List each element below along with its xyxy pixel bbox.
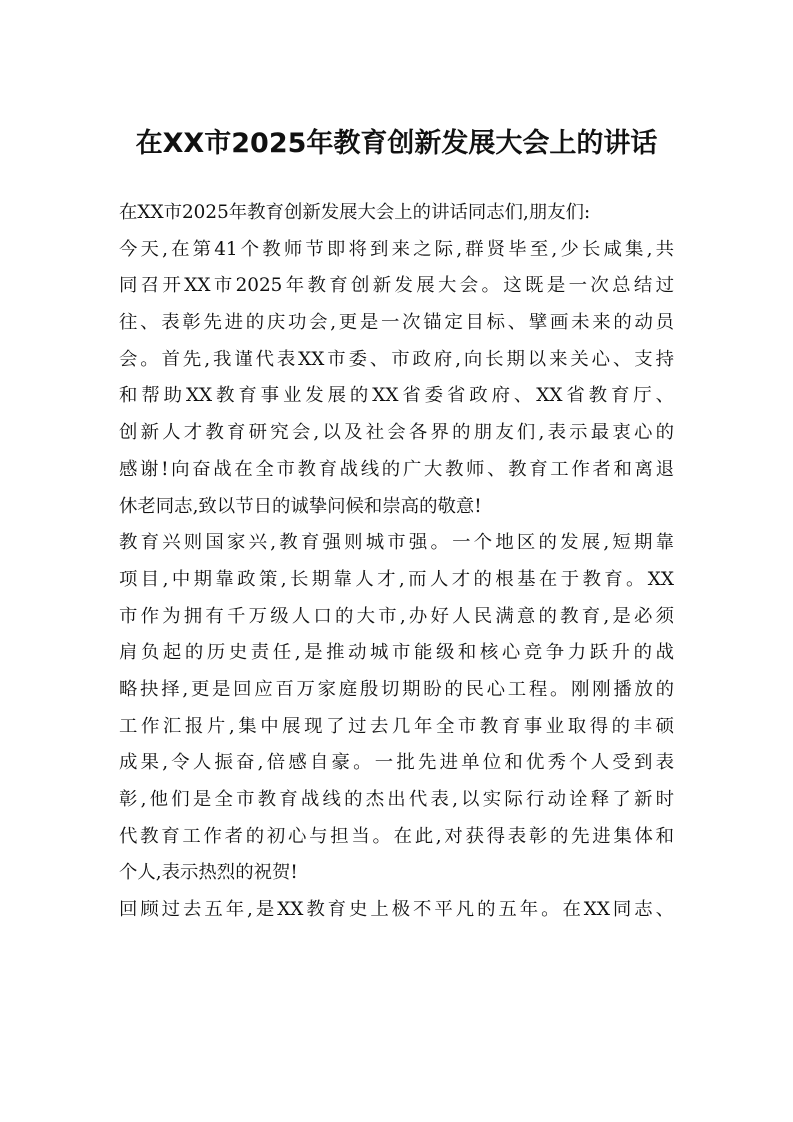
paragraph-line: 项目,中期靠政策,长期靠人才,而人才的根基在于教育。XX bbox=[119, 568, 674, 590]
paragraph-line: 肩负起的历史责任,是推动城市能级和核心竞争力跃升的战 bbox=[119, 642, 674, 664]
paragraph-line: 教育兴则国家兴,教育强则城市强。一个地区的发展,短期靠 bbox=[119, 532, 674, 554]
paragraph-line: 个人,表示热烈的祝贺! bbox=[119, 862, 298, 884]
paragraph-line: 略抉择,更是回应百万家庭殷切期盼的民心工程。刚刚播放的 bbox=[119, 678, 674, 700]
paragraph-line: 工作汇报片,集中展现了过去几年全市教育事业取得的丰硕 bbox=[119, 715, 674, 737]
paragraph-line: 同召开XX市2025年教育创新发展大会。这既是一次总结过 bbox=[119, 275, 674, 297]
paragraph-line: 往、表彰先进的庆功会,更是一次锚定目标、擘画未来的动员 bbox=[119, 312, 674, 334]
document-title: 在XX市2025年教育创新发展大会上的讲话 bbox=[135, 128, 658, 159]
paragraph-line: 回顾过去五年,是XX教育史上极不平凡的五年。在XX同志、 bbox=[119, 899, 674, 921]
paragraph-line: 和帮助XX教育事业发展的XX省委省政府、XX省教育厅、 bbox=[119, 385, 674, 407]
paragraph-line: 会。首先,我谨代表XX市委、市政府,向长期以来关心、支持 bbox=[119, 348, 674, 370]
paragraph-line: 代教育工作者的初心与担当。在此,对获得表彰的先进集体和 bbox=[119, 825, 674, 847]
paragraph-line: 彰,他们是全市教育战线的杰出代表,以实际行动诠释了新时 bbox=[119, 789, 674, 810]
paragraph-line: 成果,令人振奋,倍感自豪。一批先进单位和优秀个人受到表 bbox=[119, 752, 674, 774]
document-body bbox=[119, 195, 674, 929]
paragraph-line: 市作为拥有千万级人口的大市,办好人民满意的教育,是必须 bbox=[119, 605, 674, 627]
paragraph-3 bbox=[119, 892, 674, 929]
paragraph-1 bbox=[119, 195, 674, 525]
paragraph-line: 在XX市2025年教育创新发展大会上的讲话同志们,朋友们: bbox=[119, 202, 591, 223]
paragraph-line: 创新人才教育研究会,以及社会各界的朋友们,表示最衷心的 bbox=[119, 422, 674, 444]
paragraph-2 bbox=[119, 525, 674, 892]
paragraph-line: 休老同志,致以节日的诚挚问候和崇高的敬意! bbox=[119, 495, 482, 517]
paragraph-line: 今天,在第41个教师节即将到来之际,群贤毕至,少长咸集,共 bbox=[119, 238, 674, 260]
paragraph-line: 感谢!向奋战在全市教育战线的广大教师、教育工作者和离退 bbox=[119, 458, 674, 480]
